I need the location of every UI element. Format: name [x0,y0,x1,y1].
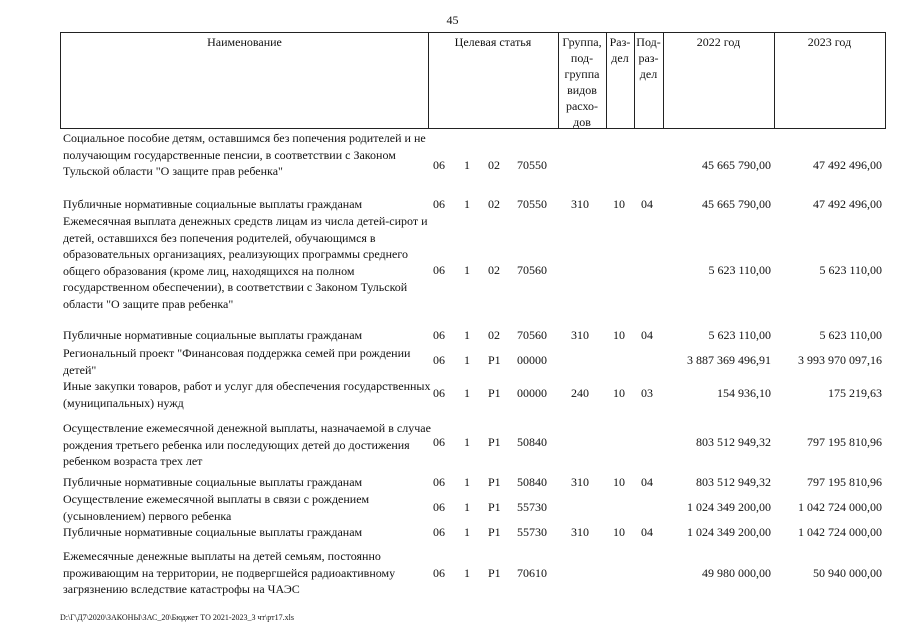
row-c4: 70550 [517,197,547,211]
row-c1: 06 [433,353,445,367]
row-sub: 04 [641,475,653,489]
row-grp: 240 [571,386,589,400]
row-c3: P1 [488,435,501,449]
row-c1: 06 [433,525,445,539]
row-c2: 1 [464,500,470,514]
header-name: Наименование [207,35,282,49]
row-v2023: 797 195 810,96 [807,435,882,449]
row-c1: 06 [433,197,445,211]
row-c4: 70550 [517,158,547,172]
row-v2022: 1 024 349 200,00 [687,500,771,514]
row-name: Иные закупки товаров, работ и услуг для обеспечения государственных (муниципальных) нужд [63,379,431,410]
row-c2: 1 [464,525,470,539]
row-v2023: 47 492 496,00 [813,158,882,172]
row-c3: P1 [488,386,501,400]
row-sub: 04 [641,525,653,539]
row-c2: 1 [464,353,470,367]
row-v2022: 49 980 000,00 [702,566,771,580]
row-v2022: 803 512 949,32 [696,475,771,489]
row-c3: 02 [488,263,500,277]
row-c1: 06 [433,500,445,514]
row-c1: 06 [433,263,445,277]
row-sub: 03 [641,386,653,400]
row-c4: 50840 [517,475,547,489]
row-v2022: 45 665 790,00 [702,197,771,211]
row-c4: 50840 [517,435,547,449]
row-c3: 02 [488,158,500,172]
row-v2022: 3 887 369 496,91 [687,353,771,367]
row-c1: 06 [433,386,445,400]
row-c4: 55730 [517,500,547,514]
row-v2023: 797 195 810,96 [807,475,882,489]
row-c2: 1 [464,566,470,580]
file-path-footer: D:\Г\Д7\2020\ЗАКОНЫ\ЗАС_20\Бюджет ТО 2021-2023_3 чт\рт17.xls [60,613,294,622]
row-sub: 04 [641,328,653,342]
row-sub: 04 [641,197,653,211]
row-v2023: 1 042 724 000,00 [798,525,882,539]
row-c3: 02 [488,197,500,211]
row-c1: 06 [433,566,445,580]
header-expense-group: Группа, под- группа видов расхо- дов [562,35,602,129]
row-v2022: 5 623 110,00 [708,328,771,342]
row-v2022: 5 623 110,00 [708,263,771,277]
row-c2: 1 [464,158,470,172]
row-name: Ежемесячные денежные выплаты на детей семьям, постоянно проживающим на территории, не подвергшейся радиоактивному загрязнению вследствие катастрофы на ЧАЭС [63,549,396,596]
row-grp: 310 [571,328,589,342]
row-c3: 02 [488,328,500,342]
header-target-article: Целевая статья [454,35,532,49]
row-grp: 310 [571,525,589,539]
row-c3: P1 [488,525,501,539]
row-c4: 70560 [517,263,547,277]
row-c3: P1 [488,566,501,580]
row-name: Осуществление ежемесячной денежной выплаты, назначаемой в случае рождения третьего ребенка или последующих детей до достижения ребенком возраста трех лет [63,421,431,468]
row-name: Региональный проект "Финансовая поддержка семей при рождении детей" [63,346,411,377]
row-name: Социальное пособие детям, оставшимся без попечения родителей и не получающим государственные пенсии, в соответствии с Законом Тульской области "О защите прав ребенка" [63,131,426,178]
row-c4: 70560 [517,328,547,342]
row-c3: P1 [488,500,501,514]
row-c3: P1 [488,353,501,367]
header-section: Раз- дел [609,35,631,65]
row-name: Публичные нормативные социальные выплаты гражданам [63,197,363,211]
row-v2023: 3 993 970 097,16 [798,353,882,367]
row-c3: P1 [488,475,501,489]
row-sec: 10 [613,328,625,342]
row-v2022: 154 936,10 [717,386,771,400]
row-v2023: 5 623 110,00 [819,263,882,277]
header-year-2022: 2022 год [696,35,741,49]
row-c4: 55730 [517,525,547,539]
row-v2023: 47 492 496,00 [813,197,882,211]
row-c2: 1 [464,197,470,211]
header-subsection: Под- раз- дел [636,35,661,81]
row-c1: 06 [433,475,445,489]
row-sec: 10 [613,475,625,489]
row-sec: 10 [613,197,625,211]
row-c1: 06 [433,328,445,342]
row-c1: 06 [433,158,445,172]
row-c1: 06 [433,435,445,449]
row-name: Ежемесячная выплата денежных средств лицам из числа детей-сирот и детей, оставшихся без попечения родителей, обучающимся в образовательных организациях, реализующих программы среднего общего образования (кроме лиц, находящихся на полном государственном обеспечении), в соответствии с Законом Тульской области "О защите прав ребенка" [63,214,428,311]
row-name: Публичные нормативные социальные выплаты гражданам [63,475,363,489]
row-v2023: 1 042 724 000,00 [798,500,882,514]
row-v2023: 5 623 110,00 [819,328,882,342]
row-grp: 310 [571,197,589,211]
row-name: Осуществление ежемесячной выплаты в связи с рождением (усыновлением) первого ребенка [63,492,370,523]
row-v2023: 175 219,63 [828,386,882,400]
table-header [60,32,886,129]
row-c2: 1 [464,328,470,342]
row-c2: 1 [464,435,470,449]
row-v2022: 1 024 349 200,00 [687,525,771,539]
row-name: Публичные нормативные социальные выплаты гражданам [63,525,363,539]
page-number: 45 [446,13,459,27]
row-v2023: 50 940 000,00 [813,566,882,580]
header-year-2023: 2023 год [807,35,852,49]
row-v2022: 45 665 790,00 [702,158,771,172]
row-v2022: 803 512 949,32 [696,435,771,449]
row-c4: 00000 [517,386,547,400]
row-name: Публичные нормативные социальные выплаты гражданам [63,328,363,342]
row-c2: 1 [464,263,470,277]
row-sec: 10 [613,525,625,539]
row-c4: 00000 [517,353,547,367]
row-grp: 310 [571,475,589,489]
row-c2: 1 [464,475,470,489]
row-c4: 70610 [517,566,547,580]
row-c2: 1 [464,386,470,400]
row-sec: 10 [613,386,625,400]
